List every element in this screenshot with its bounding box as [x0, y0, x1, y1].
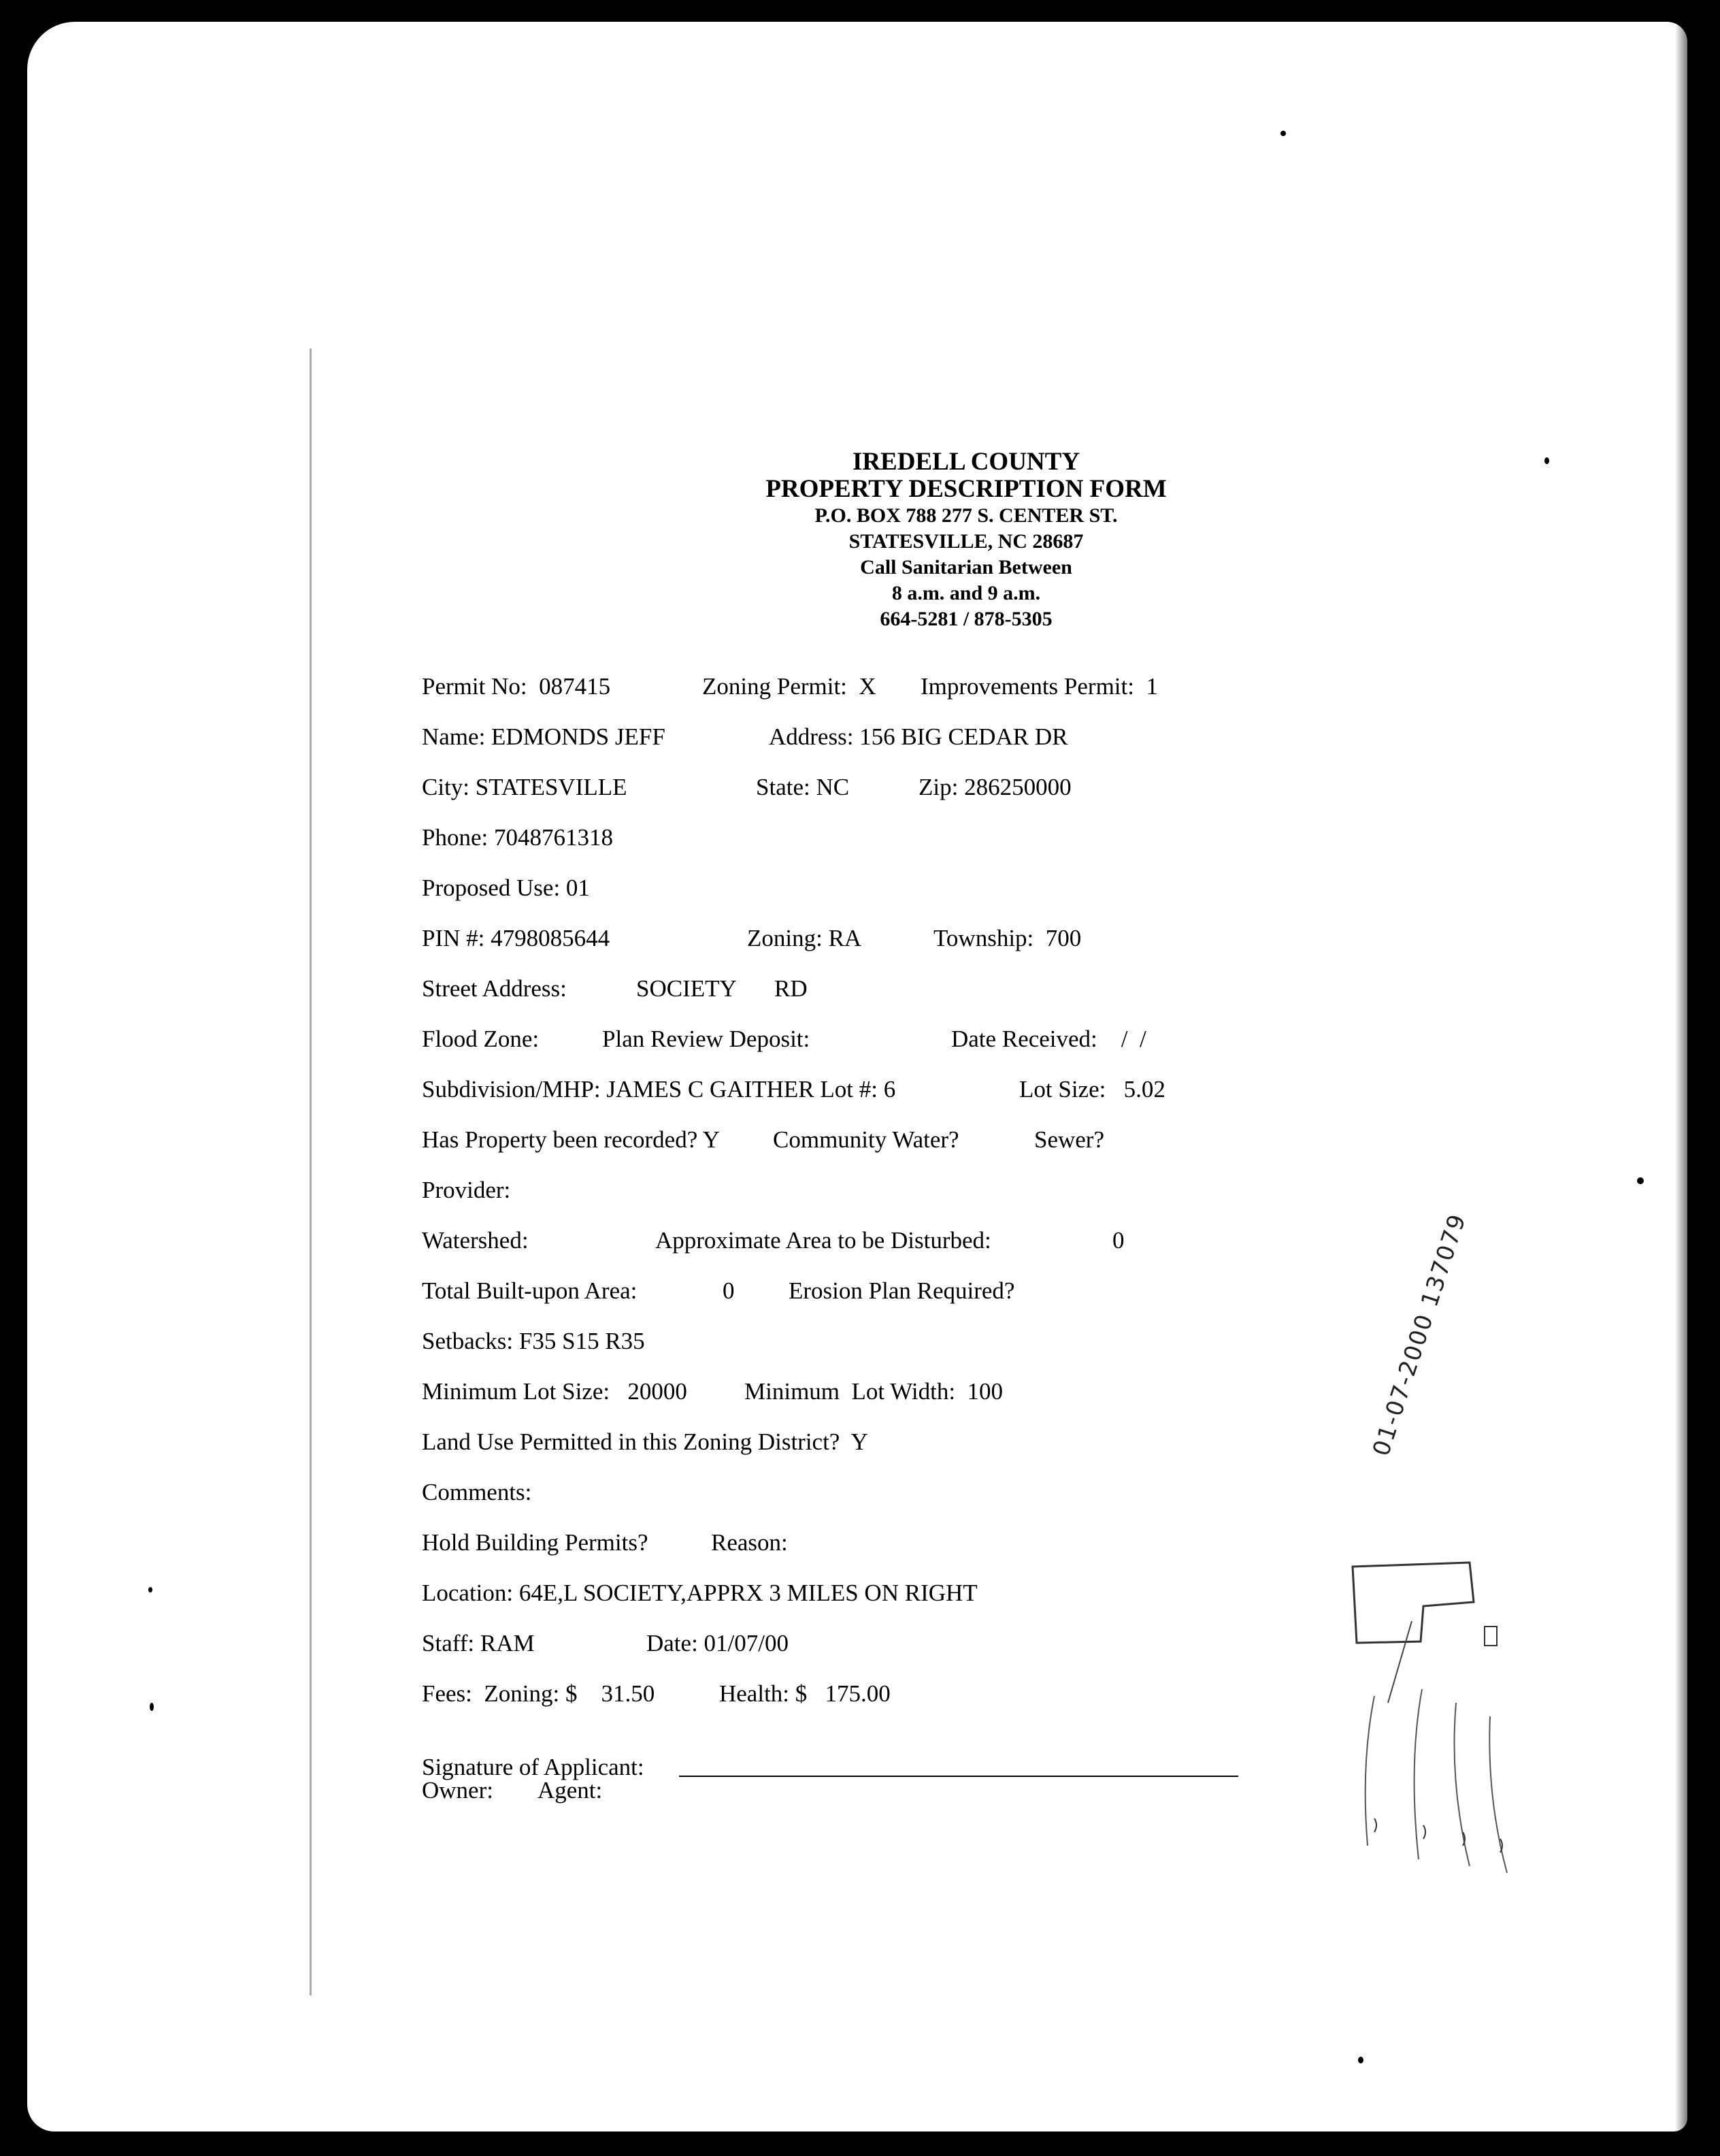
owner-label: Owner:: [422, 1777, 493, 1803]
hand-drawn-marks: [1347, 1560, 1524, 1941]
erosion-plan: Erosion Plan Required?: [789, 1277, 1015, 1304]
applicant-address: Address: 156 BIG CEDAR DR: [769, 723, 1068, 750]
fees-zoning: Fees: Zoning: $ 31.50: [422, 1680, 655, 1707]
sewer: Sewer?: [1034, 1126, 1105, 1153]
applicant-name: Name: EDMONDS JEFF: [422, 723, 665, 750]
call-hours: 8 a.m. and 9 a.m.: [891, 582, 1041, 604]
document-page: [27, 22, 1687, 2132]
zoning-code: Zoning: RA: [747, 925, 862, 951]
area-disturbed-value: 0: [1112, 1227, 1125, 1254]
street-address-label: Street Address:: [422, 975, 567, 1002]
scan-speck: [1544, 457, 1549, 464]
subdivision: Subdivision/MHP: JAMES C GAITHER Lot #: 6: [422, 1076, 896, 1102]
lot-size: Lot Size: 5.02: [1019, 1076, 1165, 1102]
min-lot-width: Minimum Lot Width: 100: [744, 1378, 1004, 1405]
land-use-permitted: Land Use Permitted in this Zoning District? Y: [422, 1428, 868, 1455]
proposed-use: Proposed Use: 01: [422, 875, 590, 901]
pin-number: PIN #: 4798085644: [422, 925, 610, 951]
fees-health: Health: $ 175.00: [719, 1680, 891, 1707]
county-title: IREDELL COUNTY: [852, 448, 1080, 476]
setbacks: Setbacks: F35 S15 R35: [422, 1328, 645, 1354]
row-owner-agent: [422, 1777, 603, 1886]
form-title: PROPERTY DESCRIPTION FORM: [765, 475, 1167, 503]
reason: Reason:: [711, 1529, 788, 1556]
scan-speck: [1637, 1177, 1644, 1184]
built-upon-value: 0: [723, 1277, 735, 1304]
hold-building-permits: Hold Building Permits?: [422, 1529, 648, 1556]
signature-label: Signature of Applicant:: [422, 1754, 644, 1780]
applicant-city: City: STATESVILLE: [422, 774, 627, 800]
scan-speck: [1280, 131, 1286, 136]
scan-speck: [1358, 2057, 1363, 2063]
min-lot-size: Minimum Lot Size: 20000: [422, 1378, 687, 1405]
scan-speck: [150, 1703, 154, 1711]
date-received: Date Received: / /: [951, 1026, 1146, 1052]
flood-zone: Flood Zone:: [422, 1026, 540, 1052]
area-disturbed-label: Approximate Area to be Disturbed:: [655, 1227, 991, 1254]
applicant-state: State: NC: [756, 774, 850, 800]
staff-date: Date: 01/07/00: [646, 1630, 789, 1656]
permit-number: Permit No: 087415: [422, 673, 611, 700]
office-address: P.O. BOX 788 277 S. CENTER ST.: [814, 504, 1118, 527]
township: Township: 700: [933, 925, 1082, 951]
comments: Comments:: [422, 1479, 532, 1505]
street-type: RD: [774, 975, 808, 1002]
location: Location: 64E,L SOCIETY,APPRX 3 MILES ON RIGHT: [422, 1580, 978, 1606]
staff: Staff: RAM: [422, 1630, 535, 1656]
form-header: [708, 448, 1225, 632]
signature-line: [679, 1776, 1238, 1777]
property-recorded: Has Property been recorded? Y: [422, 1126, 720, 1153]
provider: Provider:: [422, 1177, 511, 1203]
zoning-permit: Zoning Permit: X: [702, 673, 876, 700]
scan-fold-line: [310, 348, 312, 1995]
built-upon-label: Total Built-upon Area:: [422, 1277, 638, 1304]
office-city: STATESVILLE, NC 28687: [848, 530, 1084, 553]
page-edge-shadow: [1675, 22, 1687, 2132]
plan-review-deposit: Plan Review Deposit:: [602, 1026, 810, 1052]
agent-label: Agent:: [538, 1777, 603, 1803]
call-instruction: Call Sanitarian Between: [860, 556, 1072, 578]
watershed: Watershed:: [422, 1227, 529, 1254]
community-water: Community Water?: [773, 1126, 959, 1153]
applicant-phone: Phone: 7048761318: [422, 824, 613, 851]
applicant-zip: Zip: 286250000: [919, 774, 1072, 800]
handwritten-date-stamp: 01-07-2000 137079: [1368, 1210, 1472, 1460]
street-name: SOCIETY: [636, 975, 737, 1002]
scan-speck: [148, 1587, 152, 1592]
office-phone: 664-5281 / 878-5305: [880, 608, 1053, 630]
improvements-permit: Improvements Permit: 1: [921, 673, 1158, 700]
